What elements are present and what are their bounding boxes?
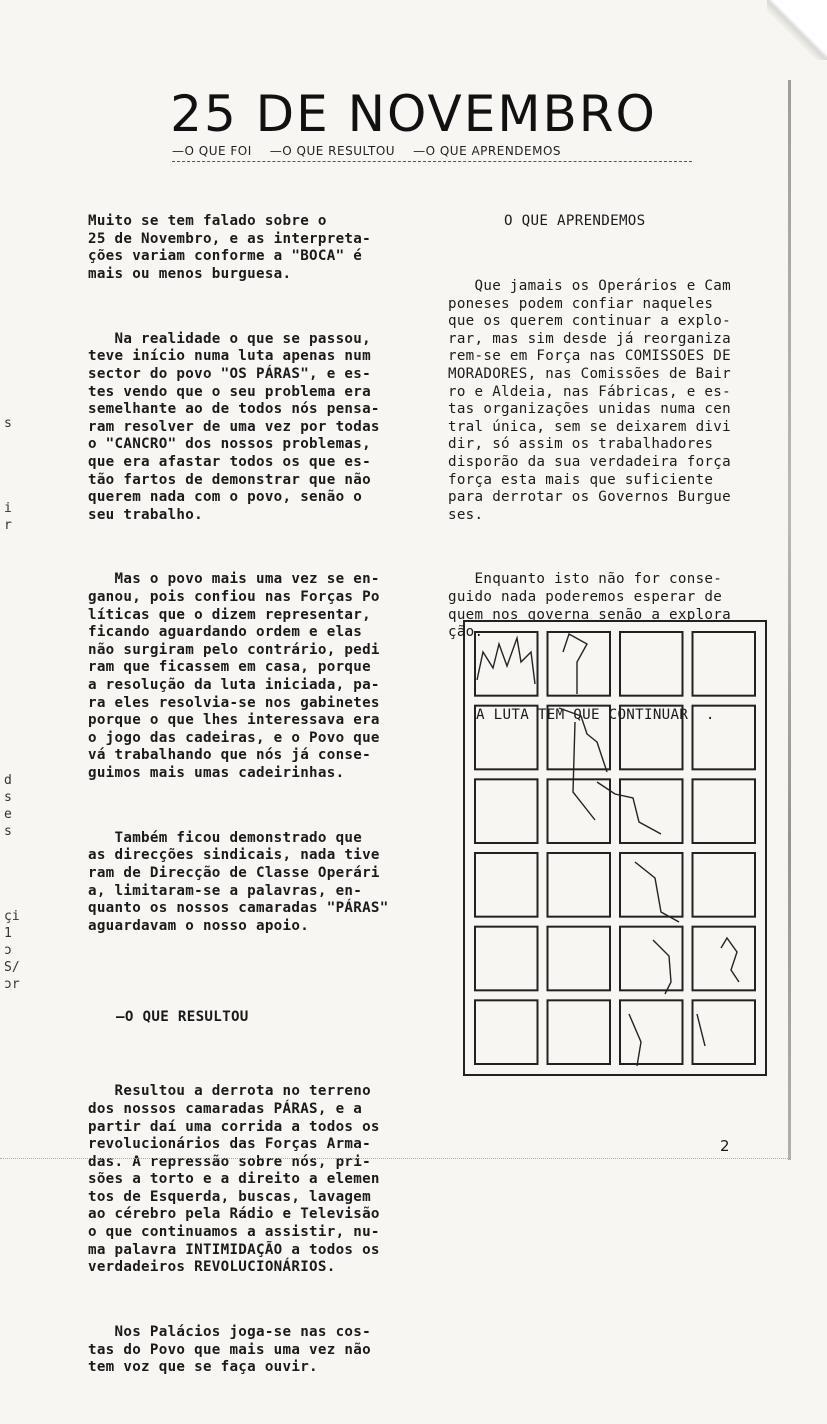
- window-pane: [693, 706, 756, 770]
- drawing-stroke: [721, 938, 739, 982]
- window-grid-illustration: [463, 620, 767, 1076]
- window-pane: [475, 853, 538, 917]
- window-pane: [548, 632, 611, 696]
- drawing-stroke: [653, 940, 671, 994]
- subtitle-item: —O QUE FOI: [172, 144, 252, 158]
- window-pane: [693, 853, 756, 917]
- paragraph: Mas o povo mais uma vez se en- ganou, pois confiou nas Forças Po líticas que o dizem representar, ficando aguardando ordem e elas não surgiram pelo contrário, pedi ram que ficassem em casa, porque a resolução da luta iniciada, pa- ra eles resolvia-se nos gabinetes porque o que lhes interessava era o jogo das cadeiras, e o Povo que vá trabalhando que nós já conse- guimos mais umas cadeirinhas.: [88, 571, 380, 781]
- drawing-stroke: [477, 638, 535, 684]
- window-pane: [548, 1000, 611, 1064]
- paragraph: Resultou a derrota no terreno dos nossos camaradas PÁRAS, e a partir daí uma corrida a todos os revolucionários das Forças Arma- das. A repressão sobre nós, pri- sões a torto e a direito a elemen tos de Esquerda, buscas, lavagem ao cérebro pela Rádio e Televisão o que continuamos a assistir, nu- ma palavra INTIMIDAÇÃO a todos os verdadeiros REVOLUCIONÁRIOS.: [88, 1083, 380, 1276]
- subtitle-item: —O QUE APRENDEMOS: [413, 144, 562, 158]
- paragraph: Nos Palácios joga-se nas cos- tas do Povo que mais uma vez não tem voz que se faça ouvir.: [88, 1324, 371, 1376]
- paragraph: Enquanto isto não for conse- guido nada poderemos esperar de quem nos governa senão a explora ção.: [448, 571, 731, 641]
- window-pane: [548, 853, 611, 917]
- left-column: [88, 178, 428, 1424]
- margin-fragments: s i r d s e s çi 1 ɔ S/ ɔr: [4, 416, 20, 992]
- window-pane: [693, 632, 756, 696]
- page-number: 2: [720, 1137, 730, 1155]
- window-pane: [620, 632, 683, 696]
- window-pane: [475, 779, 538, 843]
- paragraph: Também ficou demonstrado que as direcções sindicais, nada tive ram de Direcção de Classe Operári a, limitaram-se a palavras, en- quanto os nossos camaradas "PÁRAS" aguardavam o nosso apoio.: [88, 829, 389, 934]
- page-edge-shadow: [788, 80, 791, 1160]
- window-pane: [693, 927, 756, 991]
- window-pane: [475, 927, 538, 991]
- subtitle-item: —O QUE RESULTOU: [269, 144, 396, 158]
- page-title: 25 DE NOVEMBRO: [170, 85, 657, 143]
- window-pane: [620, 927, 683, 991]
- window-pane: [548, 927, 611, 991]
- window-pane: [475, 706, 538, 770]
- window-pane: [620, 1000, 683, 1064]
- window-pane: [548, 779, 611, 843]
- section-heading: O QUE APRENDEMOS: [504, 213, 646, 230]
- drawing-stroke: [629, 1014, 641, 1066]
- bottom-rule: [0, 1158, 790, 1159]
- drawing-stroke: [597, 782, 661, 834]
- drawing-stroke: [559, 708, 607, 772]
- paragraph: Na realidade o que se passou, teve início numa luta apenas num sector do povo "OS PÁRAS", e es- tes vendo que o seu problema era semelhante ao de todos nós pensa- ram resolver de uma vez por todas o "CANCRO" dos nossos problemas, que era afastar todos os que es- tão fartos de demonstrar que não querem nada com o povo, senão o seu trabalho.: [88, 330, 380, 523]
- window-pane: [620, 853, 683, 917]
- drawing-stroke: [563, 634, 587, 694]
- paragraph: Muito se tem falado sobre o 25 de Novembro, e as interpreta- ções variam conforme a "BOCA" é mais ou menos burguesa.: [88, 213, 371, 282]
- drawing-stroke: [635, 862, 679, 922]
- section-heading: —O QUE RESULTOU: [116, 1008, 249, 1025]
- title-rule: [172, 161, 692, 162]
- drawing-stroke: [573, 722, 595, 820]
- subtitle-row: [172, 144, 652, 158]
- window-pane: [475, 1000, 538, 1064]
- folded-corner: [767, 0, 827, 60]
- paragraph: Que jamais os Operários e Cam poneses podem confiar naqueles que os querem continuar a explo- rar, mas sim desde já reorganiza rem-se em Força nas COMISSOES DE MORADORES, nas Comissões de Bair ro e Aldeia, nas Fábricas, e es- tas organizações unidas numa cen tral única, sem se deixarem divi dir, só assim os trabalhadores disporão da sua verdadeira força força esta mais que suficiente para derrotar os Governos Burgue ses.: [448, 277, 731, 523]
- window-pane: [620, 779, 683, 843]
- window-pane: [620, 706, 683, 770]
- slogan: A LUTA TEM QUE CONTINUAR! .: [476, 707, 715, 724]
- illustration-svg: [465, 622, 765, 1074]
- window-pane: [693, 779, 756, 843]
- drawing-stroke: [697, 1014, 705, 1046]
